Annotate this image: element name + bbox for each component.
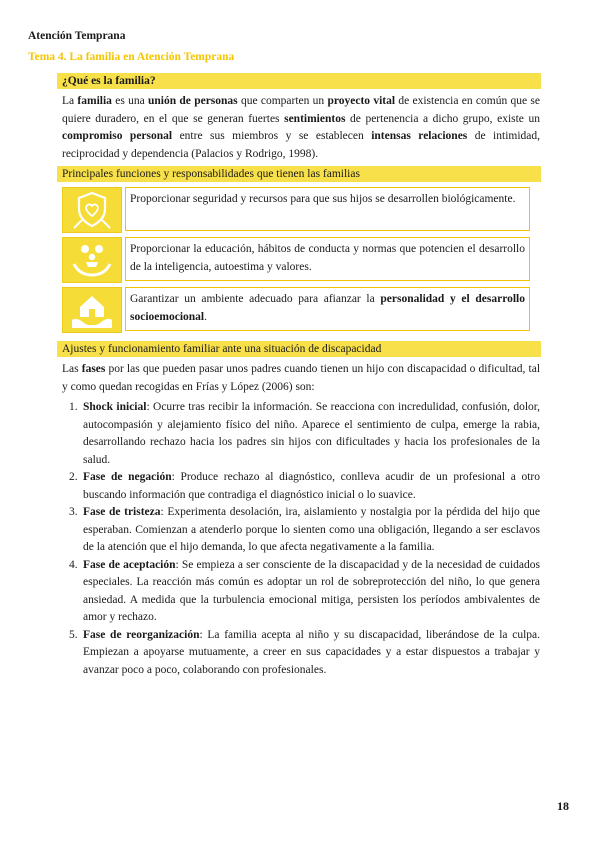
- list-number: 2.: [69, 471, 78, 483]
- page-number: 18: [557, 799, 569, 813]
- section-heading-family: ¿Qué es la familia?: [57, 73, 541, 89]
- phases-intro: Las fases por las que pueden pasar unos padres cuando tienen un hijo con discapacidad o dificultad, tal y como quedan recogidas en Frías y López (2006) son:: [62, 363, 541, 393]
- bold-term: sentimientos: [284, 112, 346, 125]
- list-item: [62, 557, 540, 627]
- list-item: [62, 469, 540, 504]
- function-text: Proporcionar seguridad y recursos para que sus hijos se desarrollen biológicamente.: [130, 193, 516, 205]
- bold-term: proyecto vital: [327, 95, 396, 107]
- function-text-box: [125, 287, 530, 331]
- function-text-box: [125, 237, 530, 281]
- phases-list: [62, 399, 540, 679]
- list-number: 4.: [69, 558, 78, 571]
- phase-title: Fase de negación: [83, 471, 172, 483]
- bold-term: familia: [77, 95, 112, 107]
- list-item: [62, 627, 540, 680]
- shield-heart-icon: [62, 187, 122, 233]
- section-heading-adjustments: Ajustes y funcionamiento familiar ante una situación de discapacidad: [57, 341, 541, 357]
- function-text: Garantizar un ambiente adecuado para afianzar la personalidad y el desarrollo socioemocional.: [130, 293, 525, 323]
- family-care-icon: [62, 237, 122, 283]
- bold-term: compromiso personal: [62, 130, 173, 142]
- section-heading-functions: Principales funciones y responsabilidades que tienen las familias: [57, 166, 541, 182]
- topic-title: Tema 4. La familia en Atención Temprana: [28, 51, 235, 63]
- phase-text: : Se empieza a ser consciente de la discapacidad y de la necesidad de cuidados especiales. La reacción más común es adoptar un rol de sobreprotección del niño, lo que genera ansiedad. A medida que la turbulencia emocional mitiga, persisten los períodos ambivalentes de amor y rechazo.: [83, 558, 541, 623]
- list-item: [62, 504, 540, 557]
- list-item: [62, 399, 540, 469]
- home-hands-icon: [62, 287, 122, 333]
- phase-text: : Experimenta desolación, ira, aislamiento y nostalgia por la pérdida del hijo que esperaban. Comienzan a atenderlo porque lo sienten como una obligación, llegando a ser esclavos de la atención que el hijo demanda, lo que afecta negativamente a la familia.: [83, 506, 540, 553]
- function-item: [62, 287, 532, 333]
- bold-term: fases: [81, 363, 106, 375]
- phase-text: : Produce rechazo al diagnóstico, conlleva acudir de un profesional a otro buscando información que contradiga el diagnóstico inicial o lo suavice.: [83, 471, 540, 501]
- bold-term: personalidad y el desarrollo socioemocional: [130, 293, 525, 323]
- phase-title: Shock inicial: [83, 401, 147, 413]
- bold-term: intensas relaciones: [371, 130, 468, 142]
- phase-title: Fase de aceptación: [83, 558, 176, 571]
- phase-text: : La familia acepta al niño y su discapacidad, liberándose de la culpa. Empiezan a apoyarse mutuamente, a creer en sus capacidades y a estar dispuestos a trabajar y avanzar poco a poco, colaborando con profesionales.: [83, 628, 540, 676]
- list-number: 3.: [69, 506, 78, 518]
- function-text: Proporcionar la educación, hábitos de conducta y normas que potencien el desarrollo de la inteligencia, autoestima y valores.: [130, 243, 525, 273]
- function-text-box: [125, 187, 530, 231]
- list-number: 1.: [69, 401, 78, 413]
- phase-title: Fase de tristeza: [83, 506, 161, 518]
- phase-title: Fase de reorganización: [83, 628, 200, 641]
- function-item: [62, 187, 532, 233]
- bold-term: unión de personas: [147, 95, 238, 107]
- course-header: Atención Temprana: [28, 30, 126, 42]
- family-definition: La familia es una unión de personas que comparten un proyecto vital de existencia en común que se quiere duradero, en el que se generan fuertes sentimientos de pertenencia a dicho grupo, existe un compromiso personal entre sus miembros y se establecen intensas relaciones de intimidad, reciprocidad y dependencia (Palacios y Rodrigo, 1998).: [62, 95, 541, 160]
- list-number: 5.: [69, 628, 78, 641]
- function-item: [62, 237, 532, 283]
- phase-text: : Ocurre tras recibir la información. Se reacciona con incredulidad, confusión, dolor, autocompasión y alejamiento físico del niño. Aparece el sentimiento de culpa, emerge la rabia, desarrollando rechazo hacia los padres sin hijos con dificultades y hacia los profesionales de la salud.: [83, 401, 541, 466]
